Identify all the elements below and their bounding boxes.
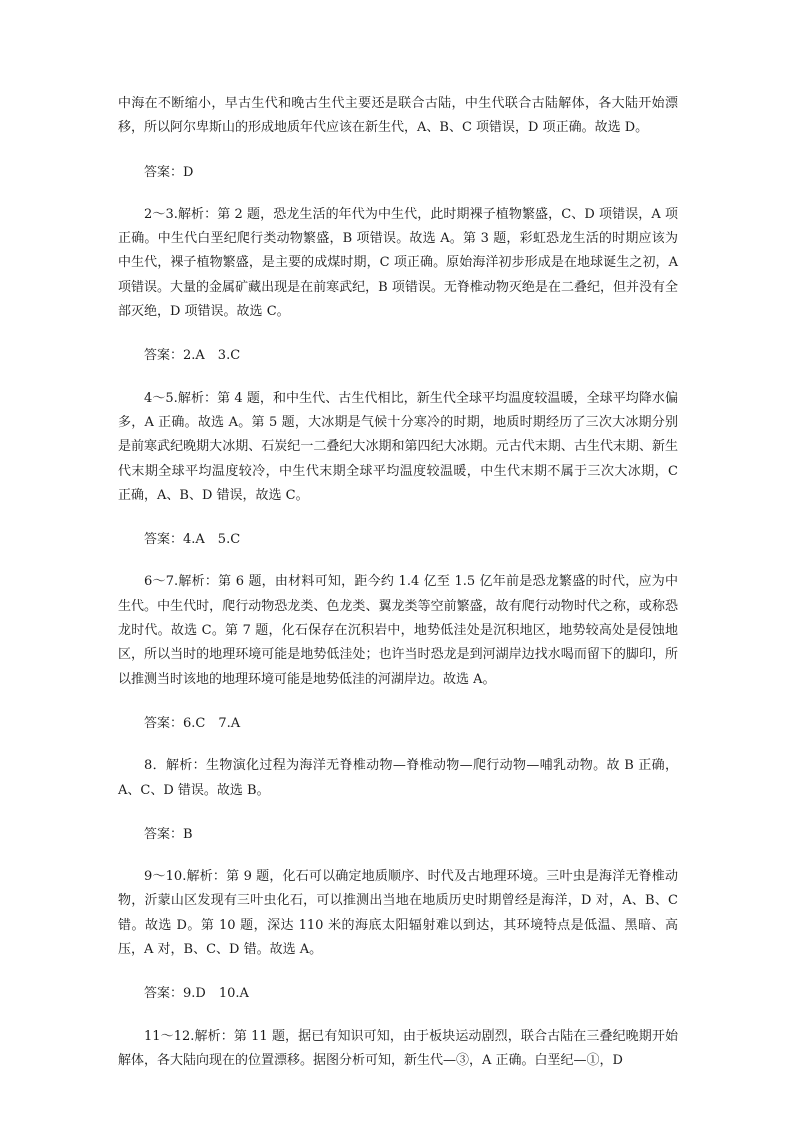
paragraph-q8: 8．解析：生物演化过程为海洋无脊椎动物—脊椎动物—爬行动物—哺乳动物。故 B 正确，A、C、D 错误。故选 B。 bbox=[118, 758, 678, 798]
answer-line: 答案：B bbox=[144, 826, 193, 842]
paragraph-q2-3: 2～3.解析：第 2 题，恐龙生活的年代为中生代，此时期裸子植物繁盛，C、D 项错误，A 项正确。中生代白垩纪爬行类动物繁盛，B 项错误。故选 A。第 3 题，彩虹恐龙生活的时期应该为中生代，裸子植物繁盛，是主要的成煤时期，C 项正确。原始海洋初步形成是在地球诞生之初，A 项错误。大量的金属矿藏出现是在前寒武纪，B 项错误。无脊椎动物灭绝是在二叠纪，但并没有全部灭绝，D 项错误。故选 C。 bbox=[118, 206, 678, 320]
paragraph-q9-10: 9～10.解析：第 9 题，化石可以确定地质顺序、时代及古地理环境。三叶虫是海洋无脊椎动物，沂蒙山区发现有三叶虫化石，可以推测出当地在地质历史时期曾经是海洋，D 对，A、B、C 错。故选 D。第 10 题，深达 110 米的海底太阳辐射难以到达，其环境特点是低温、黑暗、高压，A 对，B、C、D 错。故选 A。 bbox=[118, 869, 678, 958]
answer-line: 答案：D bbox=[144, 164, 194, 180]
document-page bbox=[118, 92, 678, 1073]
answer-line: 答案：2.A 3.C bbox=[144, 348, 241, 364]
paragraph-q11-12: 11～12.解析：第 11 题，据已有知识可知，由于板块运动剧烈，联合古陆在三叠纪晚期开始解体，各大陆向现在的位置漂移。据图分析可知，新生代—③，A 正确。白垩纪—①，D bbox=[118, 1028, 678, 1068]
answer-line: 答案：6.C 7.A bbox=[144, 715, 241, 731]
paragraph-q4-5: 4～5.解析：第 4 题，和中生代、古生代相比，新生代全球平均温度较温暖，全球平均降水偏多，A 正确。故选 A。第 5 题，大冰期是气候十分寒冷的时期，地质时期经历了三次大冰期分别是前寒武纪晚期大冰期、石炭纪一二叠纪大冰期和第四纪大冰期。元古代末期、古生代末期、新生代末期全球平均温度较冷，中生代末期全球平均温度较温暖，中生代末期不属于三次大冰期，C 正确，A、B、D 错误，故选 C。 bbox=[118, 390, 678, 503]
answer-line: 答案：4.A 5.C bbox=[144, 532, 241, 548]
paragraph-q6-7: 6～7.解析：第 6 题，由材料可知，距今约 1.4 亿至 1.5 亿年前是恐龙繁盛的时代，应为中生代。中生代时，爬行动物恐龙类、色龙类、翼龙类等空前繁盛，故有爬行动物时代之称，或称恐龙时代。故选 C。第 7 题，化石保存在沉积岩中，地势低洼处是沉积地区，地势较高处是侵蚀地区，所以当时的地理环境可能是地势低洼处；也许当时恐龙是到河湖岸边找水喝而留下的脚印，所以推测当时该地的地理环境可能是地势低洼的河湖岸边。故选 A。 bbox=[118, 574, 678, 687]
answer-line: 答案：9.D 10.A bbox=[144, 986, 249, 1002]
paragraph-continuation: 中海在不断缩小，早古生代和晚古生代主要还是联合古陆，中生代联合古陆解体，各大陆开始漂移，所以阿尔卑斯山的形成地质年代应该在新生代，A、B、C 项错误，D 项正确。故选 D。 bbox=[118, 96, 678, 136]
